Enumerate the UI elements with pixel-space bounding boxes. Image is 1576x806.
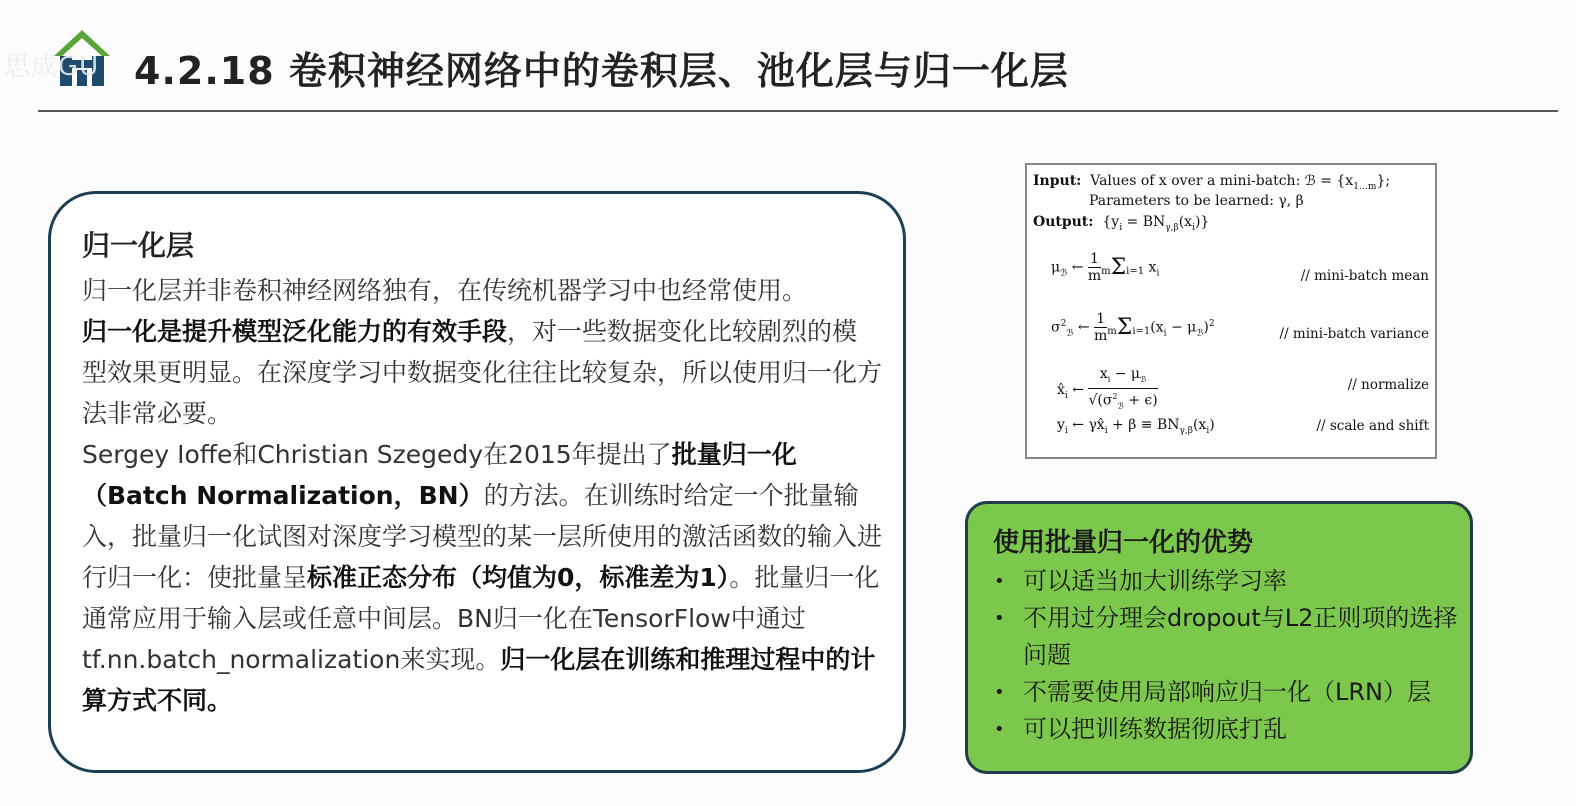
comment-mean: // mini-batch mean bbox=[1300, 268, 1429, 284]
list-item: • 可以把训练数据彻底打乱 bbox=[990, 711, 1460, 748]
bullet-icon: • bbox=[994, 719, 1005, 740]
algo-output-line: Output: $\{y_i = BN_{\gamma,\beta}(x_i)\}$ bbox=[1033, 214, 1210, 233]
panel-body bbox=[82, 270, 882, 721]
comment-normalize: // normalize bbox=[1347, 377, 1429, 393]
algo-input-line: Input: Values of x over a mini-batch: ℬ = $\{x_{1\dots m}\}$; bbox=[1033, 173, 1391, 192]
page-title: 4.2.18 卷积神经网络中的卷积层、池化层与归一化层 bbox=[134, 49, 1069, 93]
formula-scale-shift: $y_i$ ← $\gamma x̂_i + \beta \equiv BN_{\gamma,\beta}(x_i)$ bbox=[1057, 417, 1215, 436]
bn-advantages-panel bbox=[965, 501, 1473, 774]
formula-normalize: $x̂_i$ ← $\frac{x_i - \mu_ℬ}{√(\sigma^2_ℬ + \epsilon)}$ bbox=[1057, 366, 1158, 411]
comment-scale-shift: // scale and shift bbox=[1316, 418, 1429, 434]
list-item: • 不需要使用局部响应归一化（LRN）层 bbox=[990, 674, 1460, 711]
advantages-title: 使用批量归一化的优势 bbox=[993, 528, 1254, 558]
paragraph-1: 归一化层并非卷积神经网络独有，在传统机器学习中也经常使用。 bbox=[82, 276, 808, 305]
bn-algorithm-figure bbox=[1025, 163, 1437, 459]
advantages-list bbox=[990, 563, 1460, 748]
bullet-icon: • bbox=[994, 682, 1005, 703]
paragraph-2: 归一化是提升模型泛化能力的有效手段，对一些数据变化比较剧烈的模型效果更明显。在深度学习中数据变化往往比较复杂，所以使用归一化方法非常必要。 bbox=[82, 317, 883, 428]
formula-mean: $\mu_ℬ$ ← $\frac{1}{m}$ mΣi=1 $x_i$ bbox=[1051, 251, 1160, 284]
paragraph-3: Sergey Ioffe和Christian Szegedy在2015年提出了批量归一化（Batch Normalization，BN）的方法。在训练时给定一个批量输入，批量归一化试图对深度学习模型的某一层所使用的激活函数的输入进行归一化：使批量呈标准正态分布（均值为0，标准差为1）。批量归一化通常应用于输入层或任意中间层。BN归一化在TensorFlow中通过tf.nn.batch_normalization来实现。归一化层在训练和推理过程中的计算方式不同。 bbox=[82, 440, 883, 715]
bullet-icon: • bbox=[994, 571, 1005, 592]
normalization-layer-panel bbox=[48, 191, 906, 773]
title-divider bbox=[38, 110, 1558, 112]
list-item: • 可以适当加大训练学习率 bbox=[990, 563, 1460, 600]
comment-variance: // mini-batch variance bbox=[1279, 326, 1429, 342]
formula-variance: $\sigma^2_ℬ$ ← $\frac{1}{m}$ $m\Sigma i=1(x_i - \mu_ℬ)^2$ bbox=[1051, 311, 1215, 344]
list-item: • 不用过分理会dropout与L2正则项的选择问题 bbox=[990, 600, 1460, 674]
watermark: 思成GU bbox=[4, 52, 100, 82]
bullet-icon: • bbox=[994, 608, 1005, 629]
algo-params-line: Parameters to be learned: γ, β bbox=[1089, 193, 1304, 209]
panel-heading: 归一化层 bbox=[82, 229, 195, 262]
